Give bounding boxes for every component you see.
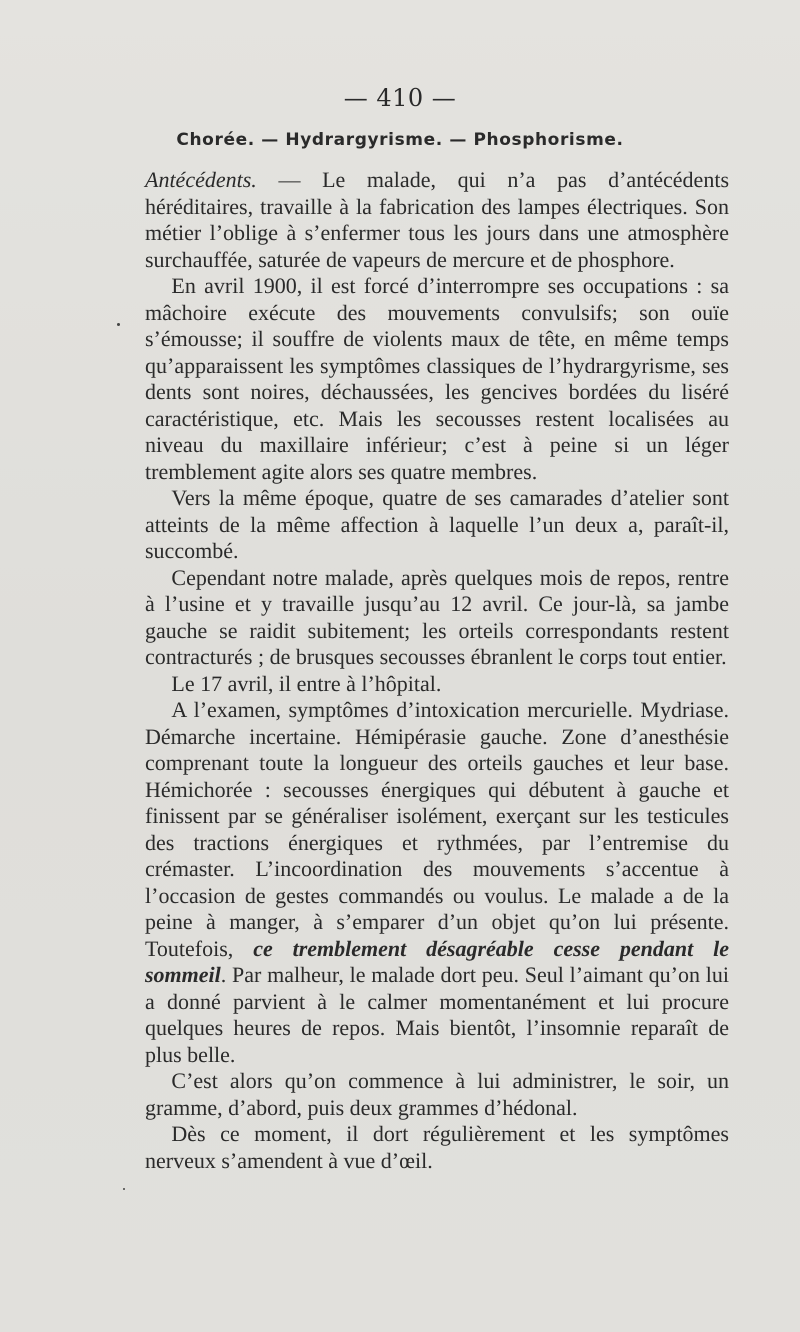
paragraph-examination [145, 697, 729, 1068]
paragraph: C’est alors qu’on commence à lui administrer, le soir, un gramme, d’abord, puis deux grammes d’hédonal. [145, 1068, 729, 1120]
page-number: — 410 — [343, 84, 457, 112]
paragraph: Cependant notre malade, après quelques mois de repos, rentre à l’usine et y travaille jusqu’au 12 avril. Ce jour-là, sa jambe gauche se raidit subitement; les orteils correspondants restent contracturés ; de brusques secousses ébranlent le corps tout entier. [145, 564, 729, 669]
paragraph: Dès ce moment, il dort régulièrement et les symptômes nerveux s’amendent à vue d’œil. [145, 1121, 729, 1173]
running-title: Chorée. — Hydrargyrisme. — Phosphorisme. [176, 130, 624, 150]
paragraph-text: — Le malade, qui n’a pas d’antécédents héréditaires, travaille à la fabrication des lampes électriques. Son métier l’oblige à s’enfermer tous les jours dans une atmosphère surchauffée, saturée de vapeurs de mercure et de phosphore. [145, 167, 729, 272]
paragraph: Le 17 avril, il entre à l’hôpital. [171, 670, 442, 696]
paragraph: En avril 1900, il est forcé d’interrompre ses occupations : sa mâchoire exécute des mouvements convulsifs; son ouïe s’émousse; il souffre de violents maux de tête, en même temps qu’apparaissent les symptômes classiques de l’hydrargyrisme, ses dents sont noires, déchaussées, les gencives bordées du liséré caractéristique, etc. Mais les secousses restent localisées au niveau du maxillaire inférieur; c’est à peine si un léger tremblement agite alors ses quatre membres. [145, 273, 729, 484]
paragraph-text: A l’examen, symptômes d’intoxication mercurielle. Mydriase. Démarche incertaine. Hémipérasie gauche. Zone d’anesthésie comprenant toute la longueur des orteils gauches et leur base. Hémichorée : secousses énergiques qui débutent à gauche et finissent par se généraliser isolément, exerçant sur les testicules des tractions énergiques et rythmées, par l’entremise du crémaster. L’incoordination des mouvements s’accentue à l’occasion de gestes commandés ou voulus. Le malade a de la peine à manger, à s’emparer d’un objet qu’on lui présente. Toutefois, [145, 697, 729, 961]
emphasized-text: ce tremblement désagréable cesse pendant le sommeil [145, 935, 730, 987]
paragraph: Vers la même époque, quatre de ses camarades d’atelier sont atteints de la même affection à laquelle l’un deux a, paraît-il, succombé. [145, 485, 729, 563]
ink-speck-icon [117, 323, 120, 326]
paragraph-text: . Par malheur, le malade dort peu. Seul l’aimant qu’on lui a donné parvient à le calmer momentanément et lui procure quelques heures de repos. Mais bientôt, l’insomnie reparaît de plus belle. [145, 962, 729, 1067]
paragraph-antecedents [145, 167, 729, 273]
ink-speck-icon [123, 1188, 125, 1190]
body-text [145, 167, 729, 1174]
section-lead: Antécédents. [145, 167, 257, 192]
